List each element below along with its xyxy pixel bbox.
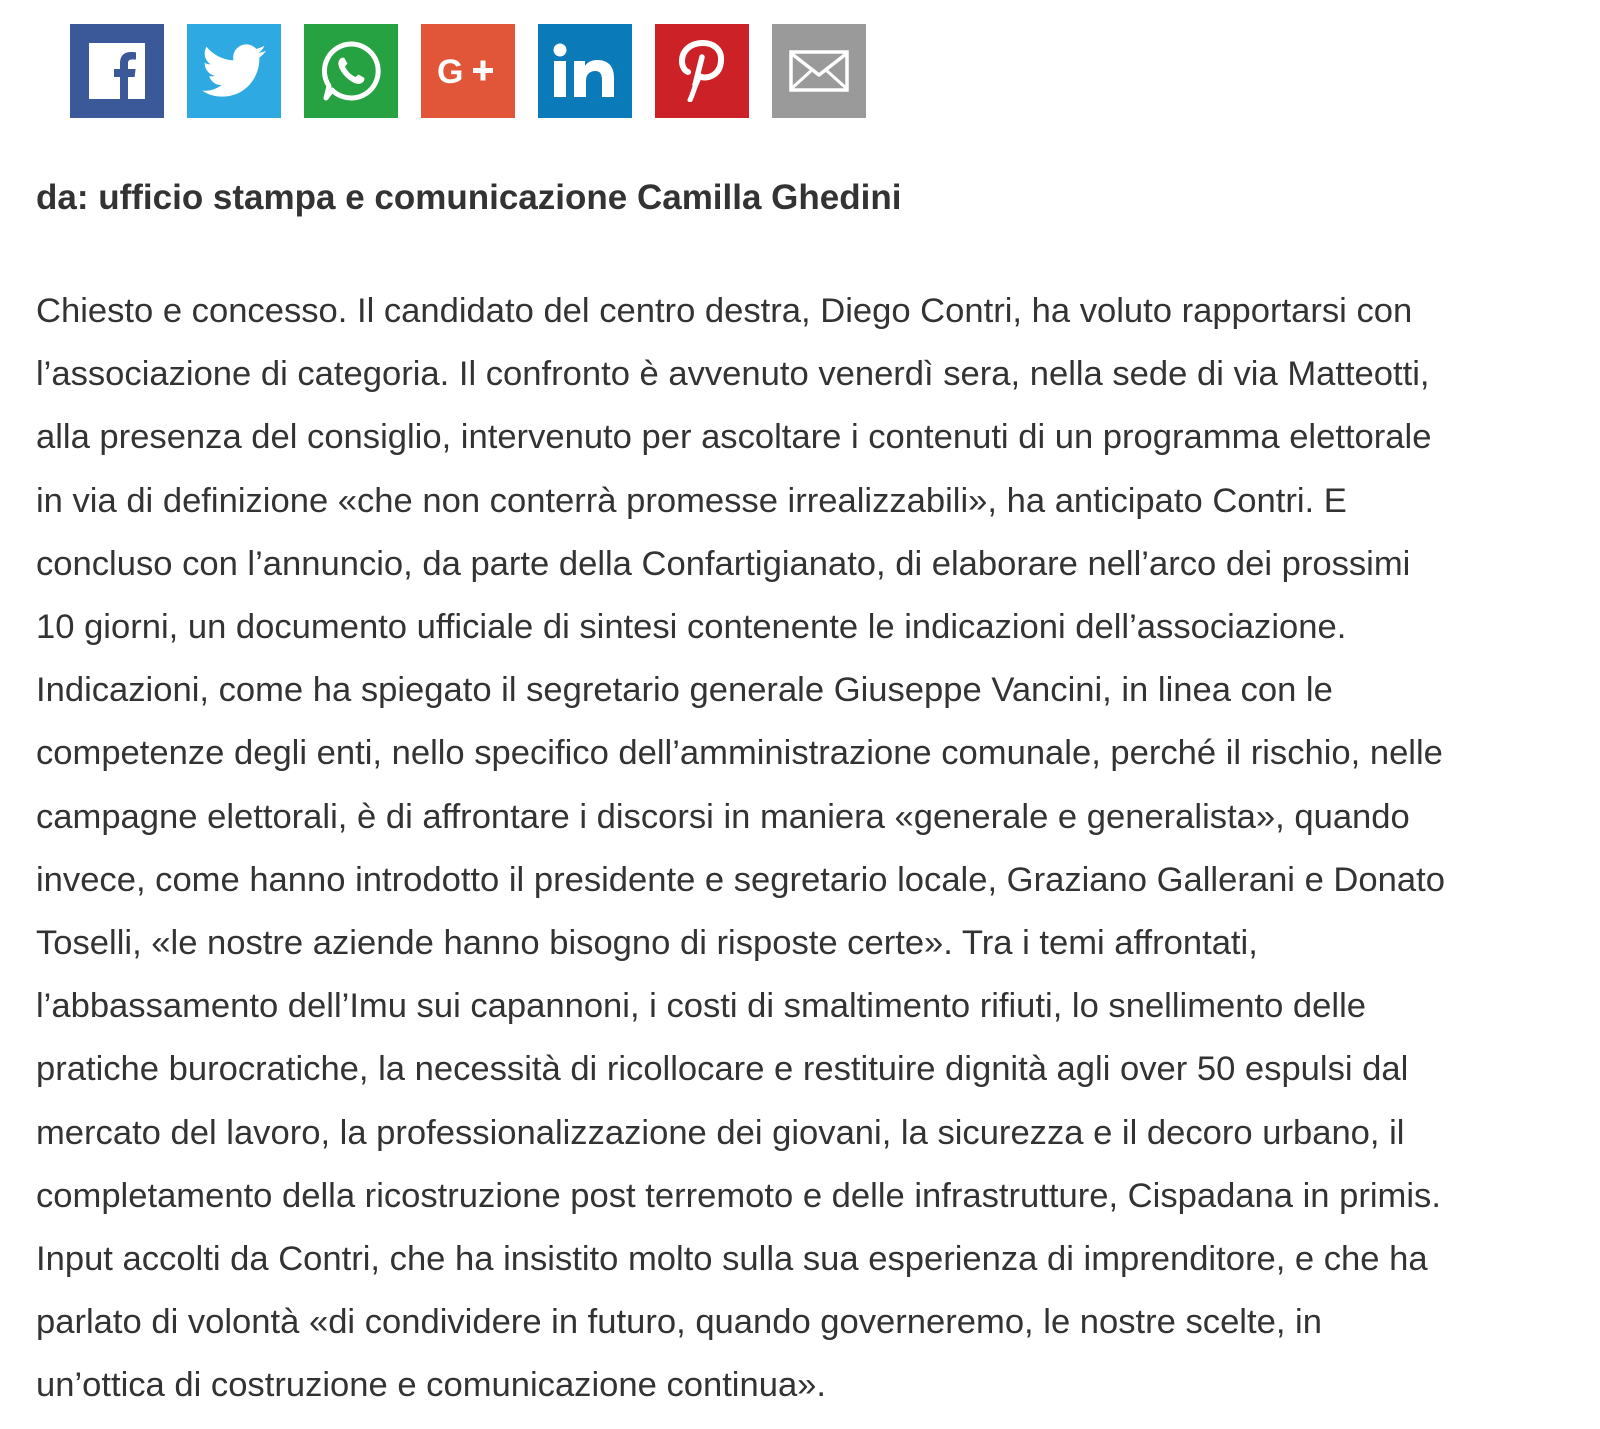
article-line: Toselli, «le nostre aziende hanno bisogno di risposte certe». Tra i temi affrontati, bbox=[36, 924, 1258, 963]
article-line: 10 giorni, un documento ufficiale di sintesi contenente le indicazioni dell’associazione. bbox=[36, 608, 1347, 647]
google-plus-icon bbox=[437, 51, 499, 91]
twitter-icon bbox=[202, 44, 266, 98]
article-line: un’ottica di costruzione e comunicazione continua». bbox=[36, 1366, 827, 1405]
article-line: alla presenza del consiglio, intervenuto per ascoltare i contenuti di un programma elettorale bbox=[36, 418, 1432, 457]
article-line: concluso con l’annuncio, da parte della Confartigianato, di elaborare nell’arco dei prossimi bbox=[36, 544, 1411, 583]
article-line: Chiesto e concesso. Il candidato del centro destra, Diego Contri, ha voluto rapportarsi con bbox=[36, 292, 1413, 330]
linkedin-icon bbox=[553, 43, 617, 99]
article-line: l’associazione di categoria. Il confronto è avvenuto venerdì sera, nella sede di via Matteotti, bbox=[36, 355, 1430, 394]
linkedin-share-button[interactable] bbox=[538, 24, 632, 118]
pinterest-icon bbox=[678, 40, 726, 102]
article-line: mercato del lavoro, la professionalizzazione dei giovani, la sicurezza e il decoro urbano, il bbox=[36, 1113, 1405, 1152]
email-icon bbox=[789, 50, 849, 92]
google-plus-share-button[interactable] bbox=[421, 24, 515, 118]
facebook-icon bbox=[87, 41, 147, 101]
whatsapp-icon bbox=[318, 38, 384, 104]
article-line: competenze degli enti, nello specifico dell’amministrazione comunale, perché il rischio, nelle bbox=[36, 734, 1443, 773]
pinterest-share-button[interactable] bbox=[655, 24, 749, 118]
facebook-share-button[interactable] bbox=[70, 24, 164, 118]
article-line: l’abbassamento dell’Imu sui capannoni, i costi di smaltimento rifiuti, lo snellimento delle bbox=[36, 987, 1366, 1026]
whatsapp-share-button[interactable] bbox=[304, 24, 398, 118]
twitter-share-button[interactable] bbox=[187, 24, 281, 118]
email-share-button[interactable] bbox=[772, 24, 866, 118]
article-line: pratiche burocratiche, la necessità di ricollocare e restituire dignità agli over 50 espulsi dal bbox=[36, 1050, 1409, 1089]
article-line: in via di definizione «che non conterrà promesse irrealizzabili», ha anticipato Contri. E bbox=[36, 481, 1347, 520]
article-line: campagne elettorali, è di affrontare i discorsi in maniera «generale e generalista», quando bbox=[36, 797, 1410, 836]
article-line: Input accolti da Contri, che ha insistito molto sulla sua esperienza di imprenditore, e che ha bbox=[36, 1240, 1428, 1279]
article-line: completamento della ricostruzione post terremoto e delle infrastrutture, Cispadana in primis. bbox=[36, 1176, 1441, 1215]
article-line: invece, come hanno introdotto il presidente e segretario locale, Graziano Gallerani e Donato bbox=[36, 860, 1445, 899]
article-line: Indicazioni, come ha spiegato il segretario generale Giuseppe Vancini, in linea con le bbox=[36, 671, 1333, 710]
share-bar bbox=[70, 24, 866, 118]
svg-text:G: G bbox=[437, 53, 464, 91]
article-line: parlato di volontà «di condividere in futuro, quando governeremo, le nostre scelte, in bbox=[36, 1303, 1322, 1342]
press-office-byline: da: ufficio stampa e comunicazione Camilla Ghedini bbox=[36, 178, 902, 217]
article-body bbox=[36, 280, 1576, 1418]
